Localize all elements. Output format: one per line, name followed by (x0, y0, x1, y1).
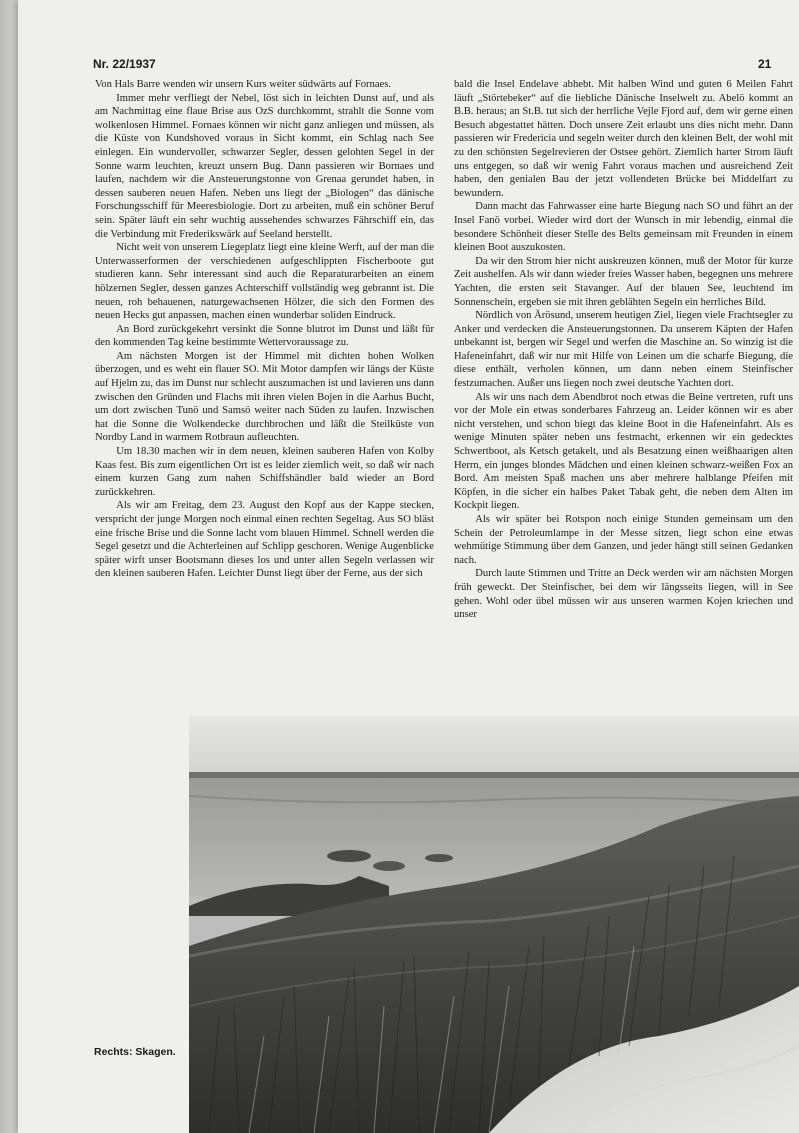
paragraph: Als wir später bei Rotspon noch einige Stunden gemeinsam um den Schein der Petroleumlampe in der Messe sitzen, liegt schon eine etwas wehmütige Stimmung über dem Ganzen, und jeder hängt still seinen Gedanken nach. (454, 514, 793, 566)
paragraph: Da wir den Strom hier nicht auskreuzen können, muß der Motor für kurze Zeit aushelfen. Als wir dann wieder freies Wasser haben, begegnen uns mehrere Yachten, die ersten seit Stavanger. Auf der blauen See, leuchtend im Sonnenschein, ergeben sie mit ihren geblähten Segeln ein herrliches Bild. (454, 255, 793, 308)
paragraph: Am nächsten Morgen ist der Himmel mit dichten hohen Wolken überzogen, und es weht ein flauer SO. Mit Motor dampfen wir längs der Küste auf Hjelm zu, das im Dunst nur schlecht auszumachen ist und lavieren uns dann zwischen den Gründen und Flachs mit ihren vielen Bojen in die Aarhus Bucht, um dort zwischen Tunö und Samsö weiter nach Süden zu laufen. Inzwischen hat die Sonne die Wolkendecke durchbrochen und läßt die Steilküste von Nordby Land in warmem Rotbraun aufleuchten. (95, 350, 434, 444)
magazine-page (18, 0, 799, 1133)
page-number: 21 (758, 57, 772, 71)
paragraph: bald die Insel Endelave abhebt. Mit halben Wind und guten 6 Meilen Fahrt läuft „Störtebeker“ auf die liebliche Dänische Inselwelt zu. Abelö kommt an B.B. heraus; an St.B. tut sich der herrliche Vejle Fjord auf, dem wir gerne einen Besuch abgestattet hätten. Doch unsere Zeit erlaubt uns dies nicht mehr. Dann passieren wir Fredericia und segeln weiter durch den kleinen Belt, der wohl mit zu den schönsten Segelrevieren der Ostsee gehört. Ziemlich harter Strom läuft uns entgegen, so daß wir wenig Fahrt voraus machen und ausreichend Zeit haben, den genialen Bau der jetzt vollendeten Brücke bei Middelfart zu bewundern. (454, 79, 793, 199)
paragraph: Um 18.30 machen wir in dem neuen, kleinen sauberen Hafen von Kolby Kaas fest. Bis zum eigentlichen Ort ist es leider ziemlich weit, so daß wir nach einem kurzen Gang zum nahen Schiffshändler bald wieder an Bord zurückkehren. (95, 446, 434, 498)
right-text-column (454, 78, 793, 622)
photo-caption: Rechts: Skagen. (94, 1046, 176, 1058)
paragraph: Nördlich von Ärösund, unserem heutigen Ziel, liegen viele Frachtsegler zu Anker und verdecken die Ansteuerungstonnen. Da unserem Käpten der Hafen unbekannt ist, bergen wir Segel und werfen die Maschine an. So winzig ist die Hafeneinfahrt, daß wir nur mit Hilfe von Leinen um die scharfe Biegung, die diese enthält, verholen können, um dann neben einem Steinfischer festzumachen. Außer uns liegen noch zwei deutsche Yachten dort. (454, 310, 793, 390)
paragraph: Nicht weit von unserem Liegeplatz liegt eine kleine Werft, auf der man die Unterwasserformen der verschiedenen aufgeschlippten Fischerboote gut studieren kann. Sehr interessant sind auch die Reparaturarbeiten an einem hölzernen Segler, dessen ganzes Achterschiff vollständig weg gebrannt ist. Die neuen, roh behauenen, naturgewachsenen Hölzer, die sich den Formen des neuen Hecks gut anpassen, machen einen wunderbar soliden Eindruck. (95, 242, 434, 322)
left-text-column (95, 78, 434, 581)
paragraph: An Bord zurückgekehrt versinkt die Sonne blutrot im Dunst und läßt für den kommenden Tag keine bestimmte Wettervoraussage zu. (95, 323, 434, 349)
page-spine-shadow (0, 0, 18, 1133)
paragraph: Immer mehr verfliegt der Nebel, löst sich in leichten Dunst auf, und als am Nachmittag eine flaue Brise aus OzS durchkommt, strahlt die Sonne vom wolkenlosen Himmel. Fornaes können wir nicht ganz anliegen und müssen, als die Küste von Kundshoved voraus in Sicht kommt, ein Schlag nach See einlegen. Ein wundervoller, schwarzer Segler, dessen gelohten Segel in der Sonne warm leuchten, kreuzt unsern Bug. Dann passieren wir Bornaes und laufen, nachdem wir die Ansteuerungstonne von Grenaa gerundet haben, in dessen sauberen neuen Hafen. Neben uns liegt der „Biologen“ das dänische Forschungsschiff für Meeresbiologie. Dort zu arbeiten, muß ein schöner Beruf sein. Später läuft ein sehr wuchtig aussehendes schwarzes Fährschiff ein, das die Verbindung mit Frederikswärk auf Seeland herstellt. (95, 92, 434, 240)
paragraph: Dann macht das Fahrwasser eine harte Biegung nach SO und führt an der Insel Fanö vorbei. Wieder wird dort der Wunsch in mir lebendig, einmal die besondere Schönheit dieser Stelle des Belts gemeinsam mit Freunden in einem kleinen Boot auszukosten. (454, 201, 793, 254)
paragraph: Von Hals Barre wenden wir unsern Kurs weiter südwärts auf Fornaes. (95, 79, 392, 90)
paragraph: Als wir uns nach dem Abendbrot noch etwas die Beine vertreten, ruft uns vor der Mole ein etwas sonderbares Fahrzeug an. Leider können wir es aber nicht verstehen, und schon biegt das kleine Boot in die Hafeneinfahrt. Als es wenige Minuten später neben uns festmacht, erkennen wir ein gedecktes Schwertboot, als Ketsch getakelt, und als Besatzung einen weißhaarigen alten Herrn, ein junges blondes Mädchen und einen kleinen schwarz-weißen Fox an Bord. Am meisten Spaß machen uns aber mehrere halblange Pfeifen mit Köpfen, in die sicher ein halbes Paket Tabak geht, die neben dem Alten im Kockpit liegen. (454, 391, 793, 512)
skagen-dunes-photo (189, 716, 799, 1133)
issue-number: Nr. 22/1937 (93, 57, 156, 71)
paragraph: Als wir am Freitag, dem 23. August den Kopf aus der Kappe stecken, verspricht der junge Morgen noch einmal einen rechten Segeltag. Aus SO bläst eine frische Brise und die Sonne lacht vom blauen Himmel. Schnell werden die Segel gesetzt und die Achterleinen auf Schlipp geschoren. Wenige Augenblicke später wirft unser Bootsmann dieses los und unter allen Segeln verlassen wir den kleinen sauberen Hafen. Leichter Dunst liegt über der Ferne, aus der sich (95, 500, 434, 580)
paragraph: Durch laute Stimmen und Tritte an Deck werden wir am nächsten Morgen früh geweckt. Der Steinfischer, bei dem wir längsseits liegen, will in See gehen. Wohl oder übel müssen wir aus unseren warmen Kojen kriechen und unser (454, 568, 793, 621)
